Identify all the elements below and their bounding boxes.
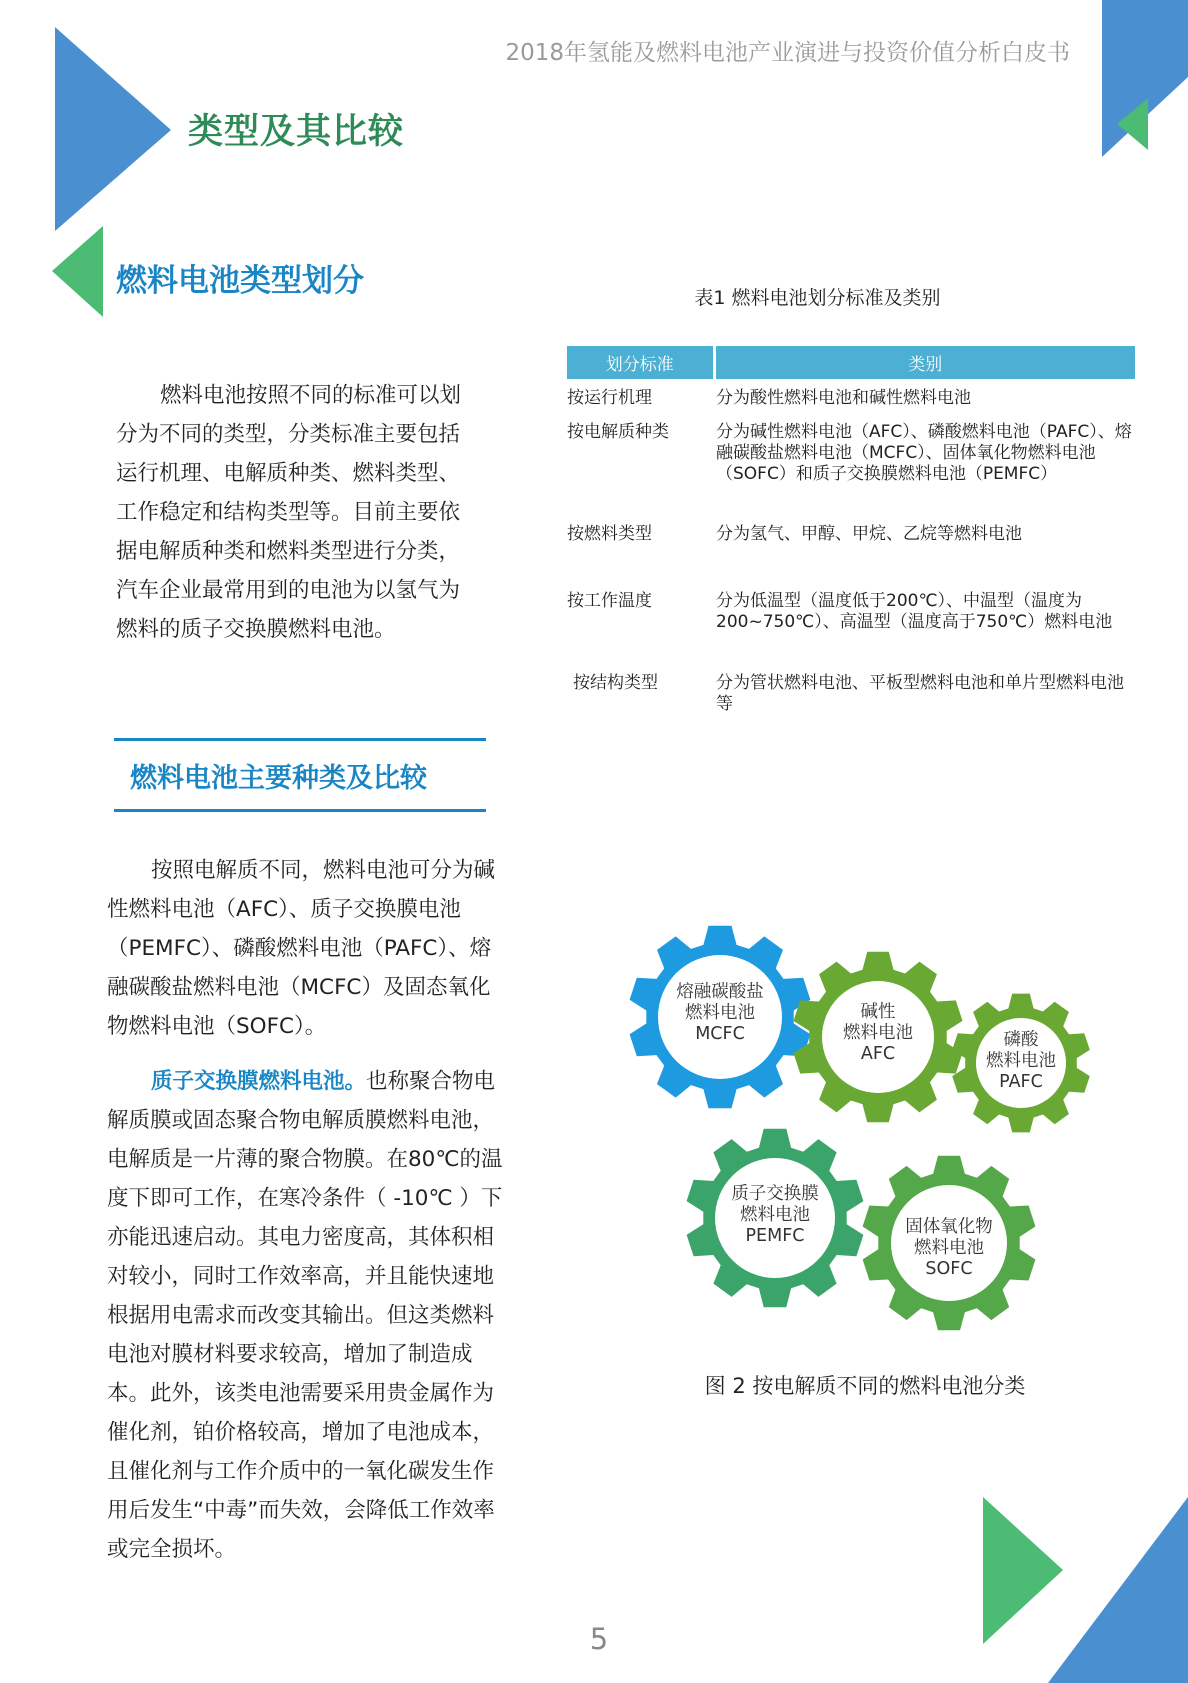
table-cell-key: 按工作温度	[567, 591, 652, 611]
figure-caption: 图 2 按电解质不同的燃料电池分类	[704, 1374, 1026, 1398]
document-title: 2018年氢能及燃料电池产业演进与投资价值分析白皮书	[505, 40, 1070, 66]
page-number: 5	[589, 1622, 609, 1656]
gear-label-line: 燃料电池	[914, 1238, 984, 1258]
pemfc-lead: 质子交换膜燃料电池。	[151, 1069, 367, 1094]
gear-label-line: 固体氧化物	[905, 1217, 993, 1237]
gear-label-line: PAFC	[999, 1072, 1043, 1092]
table-cell-value: 分为碱性燃料电池（AFC）、磷酸燃料电池（PAFC）、熔融碳酸盐燃料电池（MCFC）、固体氧化物燃料电池（SOFC）和质子交换膜燃料电池（PEMFC）	[716, 422, 1132, 484]
gear-label-line: 磷酸	[1003, 1030, 1039, 1050]
gear-label-afc	[818, 1002, 938, 1065]
gear-label-line: 燃料电池	[986, 1051, 1056, 1071]
pemfc-body: 也称聚合物电解质膜或固态聚合物电解质膜燃料电池，电解质是一片薄的聚合物膜。在80℃的温度下即可工作，在寒冷条件（ -10℃ ）下亦能迅速启动。其电力密度高，其体积相对较小，同时工作效率高，并且能快速地根据用电需求而改变其输出。但这类燃料电池对膜材料要求较高，增加了制造成本。此外，该类电池需要采用贵金属作为催化剂，铂价格较高，增加了电池成本，且催化剂与工作介质中的一氧化碳发生作用后发生“中毒”而失效，会降低工作效率或完全损坏。	[107, 1069, 503, 1562]
section-heading-comparison: 燃料电池主要种类及比较	[130, 763, 427, 794]
gear-label-line: AFC	[860, 1044, 896, 1064]
gear-label-line: 熔融碳酸盐	[676, 982, 764, 1002]
gear-label-pemfc	[715, 1184, 835, 1247]
gear-label-line: SOFC	[925, 1259, 973, 1279]
gear-label-sofc	[889, 1217, 1009, 1280]
table-cell-value: 分为酸性燃料电池和碱性燃料电池	[716, 388, 971, 408]
table-header-category: 类别	[714, 346, 1135, 379]
gear-label-line: PEMFC	[745, 1226, 805, 1246]
table-cell-key: 按燃料类型	[567, 524, 652, 544]
page-title: 类型及其比较	[188, 112, 405, 152]
table-cell-value: 分为管状燃料电池、平板型燃料电池和单片型燃料电池等	[716, 673, 1124, 714]
section-heading-types: 燃料电池类型划分	[116, 263, 364, 299]
types-paragraph: 燃料电池按照不同的标准可以划分为不同的类型，分类标准主要包括运行机理、电解质种类、燃料类型、工作稳定和结构类型等。目前主要依据电解质种类和燃料类型进行分类，汽车企业最常用到的电池为以氢气为燃料的质子交换膜燃料电池。	[116, 383, 462, 642]
table-caption: 表1 燃料电池划分标准及类别	[694, 287, 941, 309]
gear-label-line: MCFC	[695, 1024, 745, 1044]
table-cell-key: 按结构类型	[573, 673, 658, 693]
table-cell-key: 按电解质种类	[567, 422, 669, 442]
gear-label-line: 燃料电池	[843, 1023, 913, 1043]
table-cell-value: 分为低温型（温度低于200℃）、中温型（温度为200~750℃）、高温型（温度高于750℃）燃料电池	[716, 591, 1113, 632]
gear-label-mcfc	[660, 982, 780, 1045]
comparison-paragraph: 按照电解质不同，燃料电池可分为碱性燃料电池（AFC）、质子交换膜电池（PEMFC）、磷酸燃料电池（PAFC）、熔融碳酸盐燃料电池（MCFC）及固态氧化物燃料电池（SOFC）。	[107, 858, 496, 1039]
gear-label-line: 质子交换膜	[731, 1184, 819, 1204]
table-cell-value: 分为氢气、甲醇、甲烷、乙烷等燃料电池	[716, 524, 1022, 544]
gear-label-line: 燃料电池	[685, 1003, 755, 1023]
gear-label-line: 碱性	[860, 1002, 896, 1022]
gear-label-pafc	[961, 1030, 1081, 1093]
table-header-criteria: 划分标准	[567, 346, 714, 379]
table-cell-key: 按运行机理	[567, 388, 652, 408]
gear-label-line: 燃料电池	[740, 1205, 810, 1225]
